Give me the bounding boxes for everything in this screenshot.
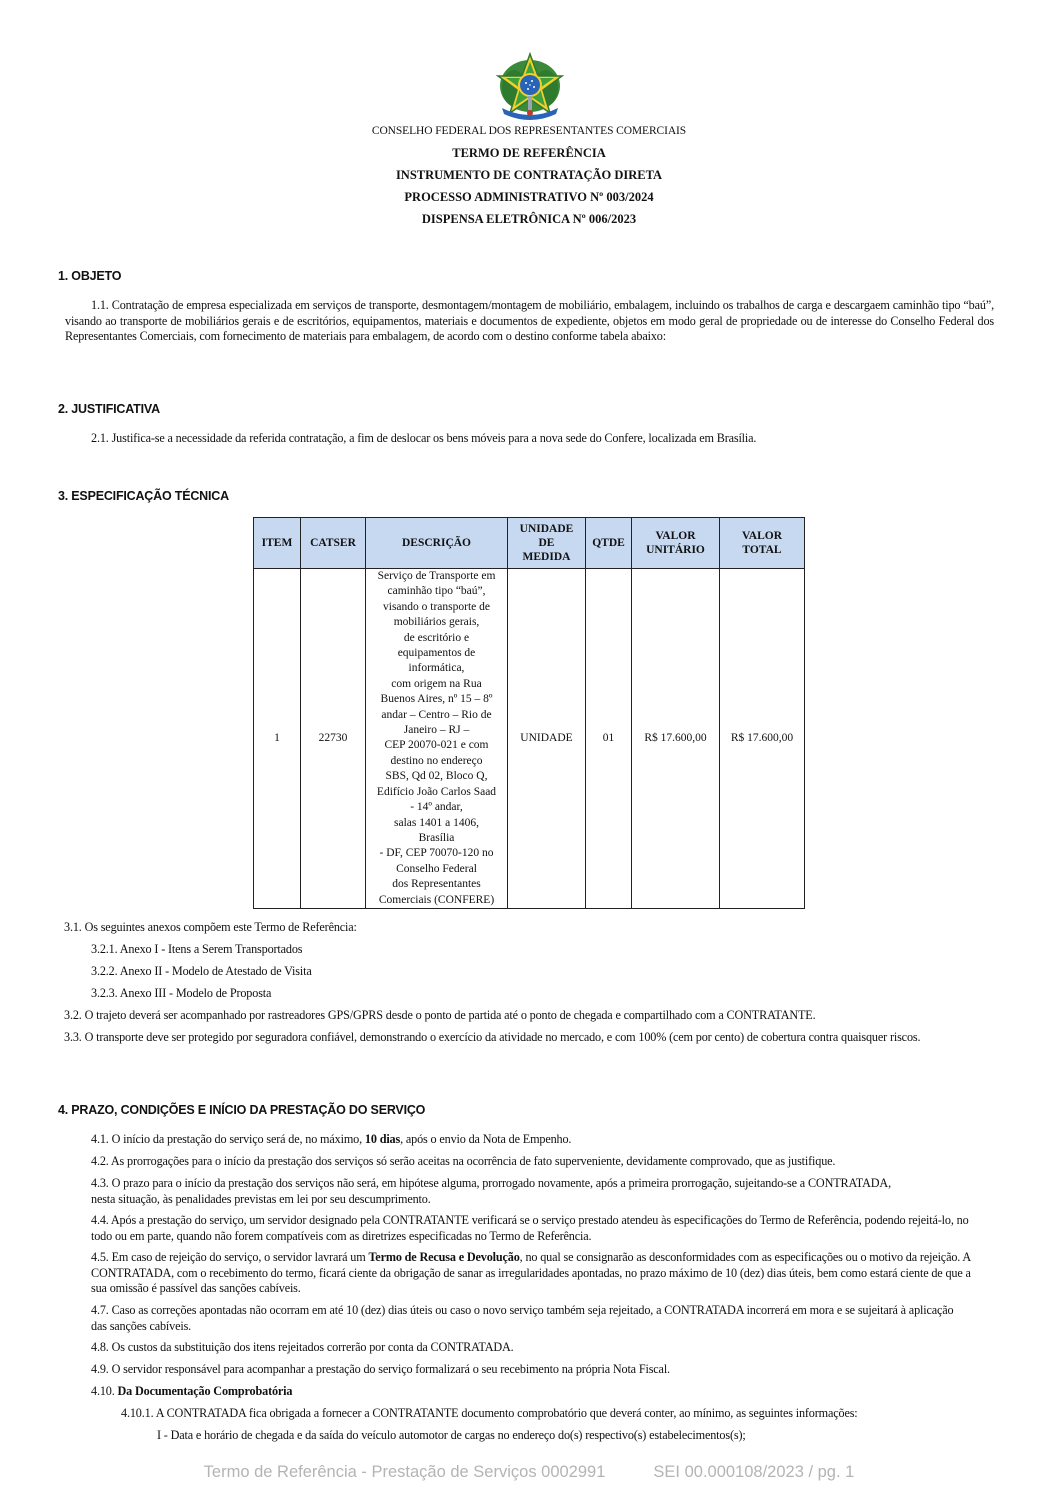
- footer-document-name: Termo de Referência - Prestação de Serviços 0002991: [203, 1463, 606, 1481]
- section-2-heading: 2. JUSTIFICATIVA: [58, 402, 160, 416]
- page-footer: [0, 1463, 1058, 1482]
- col-header-qtde: QTDE: [586, 518, 632, 569]
- paragraph-2-1: 2.1. Justifica-se a necessidade da referida contratação, a fim de deslocar os bens móveis para a nova sede do Confere, localizada em Brasília.: [91, 431, 757, 445]
- table-row: [254, 569, 805, 909]
- paragraph-4-10-1: 4.10.1. A CONTRATADA fica obrigada a fornecer a CONTRATANTE documento comprobatório que deverá conter, ao mínimo, as seguintes informações:: [121, 1406, 858, 1420]
- cell-descricao: Serviço de Transporte em caminhão tipo “baú”, visando o transporte de mobiliários gerais, de escritório e equipamentos de informática, com origem na Rua Buenos Aires, nº 15 – 8º andar – Centro – Rio de Janeiro – RJ – CEP 20070-021 e com destino no endereço SBS, Qd 02, Bloco Q, Edifício João Carlos Saad - 14º andar, salas 1401 a 1406, Brasília - DF, CEP 70070-120 no Conselho Federal dos Representantes Comerciais (CONFERE): [366, 569, 508, 909]
- col-header-descricao: DESCRIÇÃO: [366, 518, 508, 569]
- cell-unidade: UNIDADE: [508, 569, 586, 909]
- paragraph-3-2-2: 3.2.2. Anexo II - Modelo de Atestado de Visita: [91, 964, 312, 978]
- organization-name: CONSELHO FEDERAL DOS REPRESENTANTES COMERCIAIS: [371, 125, 687, 137]
- paragraph-4-4: 4.4. Após a prestação do serviço, um servidor designado pela CONTRATANTE verificará se o serviço prestado atendeu às especificações do Termo de Referência, podendo rejeitá-lo, no todo ou em parte, quando não forem compatíveis com as diretrizes especificadas no Termo de Referência.: [91, 1213, 969, 1243]
- paragraph-4-1: 4.1. O início da prestação do serviço será de, no máximo, 10 dias, após o envio da Nota de Empenho.: [91, 1132, 572, 1146]
- col-header-valor-total: VALOR TOTAL: [720, 518, 805, 569]
- col-header-valor-unitario: VALOR UNITÁRIO: [632, 518, 720, 569]
- emphasis-10-dias: 10 dias: [364, 1132, 401, 1146]
- paragraph-4-5: 4.5. Em caso de rejeição do serviço, o servidor lavrará um Termo de Recusa e Devolução, no qual se consignarão as desconformidades com as especificações ou o motivo da rejeição. A CONTRATADA, com o recebimento do termo, ficará ciente da obrigação de sanar as irregularidades apontadas, no prazo máximo de 10 (dez) dias úteis, bem como estará ciente de que a sua omissão é passível das sanções cabíveis.: [91, 1250, 971, 1295]
- paragraph-3-2-1: 3.2.1. Anexo I - Itens a Serem Transportados: [91, 942, 303, 956]
- col-header-unidade: UNIDADE DE MEDIDA: [508, 518, 586, 569]
- section-1-heading: 1. OBJETO: [58, 269, 122, 283]
- paragraph-1-1: 1.1. Contratação de empresa especializada em serviços de transporte, desmontagem/montagem de mobiliário, embalagem, incluindo os trabalhos de carga e descargaem caminhão tipo “baú”, visando ao transporte de mobiliários gerais e de escritórios, equipamentos, materiais e documentos de expediente, objetos em modo geral de propriedade ou de interesse do Conselho Federal dos Representantes Comerciais, com fornecimento de materiais para embalagem, de acordo com o destino conforme tabela abaixo:: [65, 298, 994, 343]
- paragraph-4-9: 4.9. O servidor responsável para acompanhar a prestação do serviço formalizará o seu recebimento na própria Nota Fiscal.: [91, 1362, 670, 1376]
- paragraph-4-3: 4.3. O prazo para o início da prestação dos serviços não será, em hipótese alguma, prorrogado novamente, após a primeira prorrogação, sujeitando-se a CONTRATADA, nesta situação, às penalidades previstas em lei por seu descumprimento.: [91, 1176, 891, 1206]
- cell-valor-total: R$ 17.600,00: [720, 569, 805, 909]
- footer-sei-page: SEI 00.000108/2023 / pg. 1: [653, 1463, 855, 1481]
- dispensa-number: DISPENSA ELETRÔNICA Nº 006/2023: [421, 212, 637, 226]
- cell-valor-unitario: R$ 17.600,00: [632, 569, 720, 909]
- document-title: TERMO DE REFERÊNCIA: [452, 146, 606, 160]
- paragraph-3-1: 3.1. Os seguintes anexos compõem este Termo de Referência:: [64, 920, 357, 934]
- paragraph-4-8: 4.8. Os custos da substituição dos itens rejeitados correrão por conta da CONTRATADA.: [91, 1340, 514, 1354]
- cell-catser: 22730: [301, 569, 366, 909]
- section-4-heading: 4. PRAZO, CONDIÇÕES E INÍCIO DA PRESTAÇÃO DO SERVIÇO: [58, 1103, 426, 1117]
- paragraph-4-10-1-i: I - Data e horário de chegada e da saída do veículo automotor de cargas no endereço do(s) respectivo(s) estabelecimentos(s);: [157, 1428, 746, 1442]
- document-subtitle: INSTRUMENTO DE CONTRATAÇÃO DIRETA: [395, 168, 663, 182]
- col-header-item: ITEM: [254, 518, 301, 569]
- paragraph-3-2-3: 3.2.3. Anexo III - Modelo de Proposta: [91, 986, 272, 1000]
- paragraph-4-2: 4.2. As prorrogações para o início da prestação dos serviços só serão aceitas na ocorrência de fato superveniente, devidamente comprovado, que as justifique.: [91, 1154, 836, 1168]
- paragraph-3-3: 3.3. O transporte deve ser protegido por seguradora confiável, demonstrando o exercício da atividade no mercado, e com 100% (cem por cento) de cobertura contra quaisquer riscos.: [64, 1030, 921, 1044]
- cell-qtde: 01: [586, 569, 632, 909]
- paragraph-4-7: 4.7. Caso as correções apontadas não ocorram em até 10 (dez) dias úteis ou caso o novo serviço também seja rejeitado, a CONTRATADA incorrerá em mora e se sujeitará à aplicação das sanções cabíveis.: [91, 1303, 954, 1333]
- subsection-title-documentacao: Da Documentação Comprobatória: [117, 1384, 293, 1398]
- paragraph-3-2: 3.2. O trajeto deverá ser acompanhado por rastreadores GPS/GPRS desde o ponto de partida até o ponto de chegada e compartilhado com a CONTRATANTE.: [64, 1008, 816, 1022]
- table-header-row: [254, 518, 805, 569]
- specification-table: [253, 517, 805, 909]
- section-3-heading: 3. ESPECIFICAÇÃO TÉCNICA: [58, 489, 229, 503]
- brazil-coat-of-arms-icon: [492, 50, 568, 122]
- cell-item: 1: [254, 569, 301, 909]
- col-header-catser: CATSER: [301, 518, 366, 569]
- process-number: PROCESSO ADMINISTRATIVO Nº 003/2024: [404, 190, 654, 204]
- paragraph-4-10: 4.10. Da Documentação Comprobatória: [91, 1384, 293, 1398]
- emphasis-termo-recusa: Termo de Recusa e Devolução: [368, 1250, 520, 1264]
